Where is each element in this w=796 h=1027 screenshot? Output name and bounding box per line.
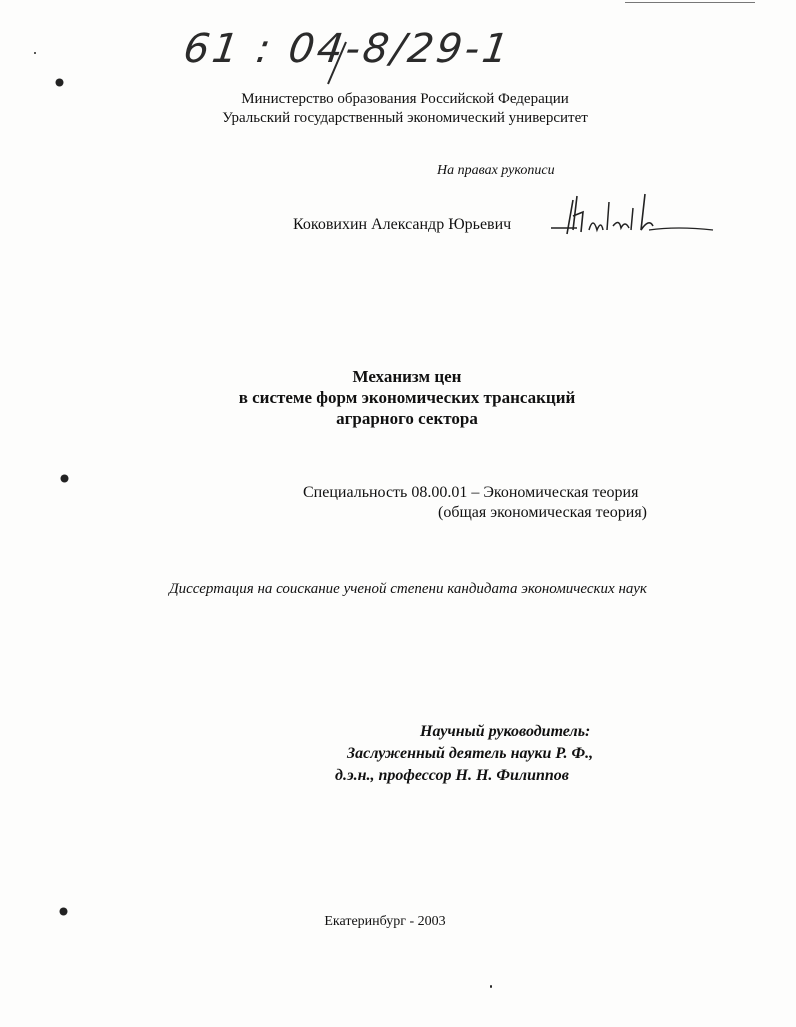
binding-hole-icon	[60, 474, 69, 483]
city-year: Екатеринбург - 2003	[324, 914, 446, 929]
title-line-3: аграрного сектора	[336, 409, 478, 428]
author-name: Коковихин Александр Юрьевич	[293, 216, 512, 233]
advisor-honor: Заслуженный деятель науки Р. Ф.,	[347, 745, 594, 762]
university-name: Уральский государственный экономический университет	[222, 110, 588, 126]
scan-speck	[490, 985, 492, 988]
binding-hole-icon	[59, 907, 68, 916]
scan-speck	[34, 52, 36, 54]
archive-code-stamp	[178, 22, 515, 92]
advisor-label: Научный руководитель:	[420, 723, 591, 740]
advisor-block	[335, 721, 635, 787]
archive-code-strokes-icon	[178, 22, 478, 92]
ministry-name: Министерство образования Российской Федерации	[241, 91, 569, 107]
handwritten-signature-icon	[537, 190, 717, 240]
binding-hole-icon	[55, 78, 64, 87]
specialty-line-1: Специальность 08.00.01 – Экономическая теория	[303, 484, 639, 501]
institution-block	[150, 90, 660, 128]
advisor-name: д.э.н., профессор Н. Н. Филиппов	[335, 767, 569, 784]
specialty-block	[303, 483, 647, 523]
dissertation-title	[130, 366, 684, 429]
scan-edge-line	[625, 2, 755, 3]
title-line-2: в системе форм экономических трансакций	[238, 388, 576, 407]
title-line-1: Механизм цен	[352, 367, 462, 386]
manuscript-note: На правах рукописи	[437, 163, 555, 178]
dissertation-degree-note: Диссертация на соискание ученой степени кандидата экономических наук	[169, 581, 647, 597]
archive-code-text: 61 : 04-8/29-1	[180, 26, 515, 72]
specialty-line-2: (общая экономическая теория)	[438, 504, 648, 521]
